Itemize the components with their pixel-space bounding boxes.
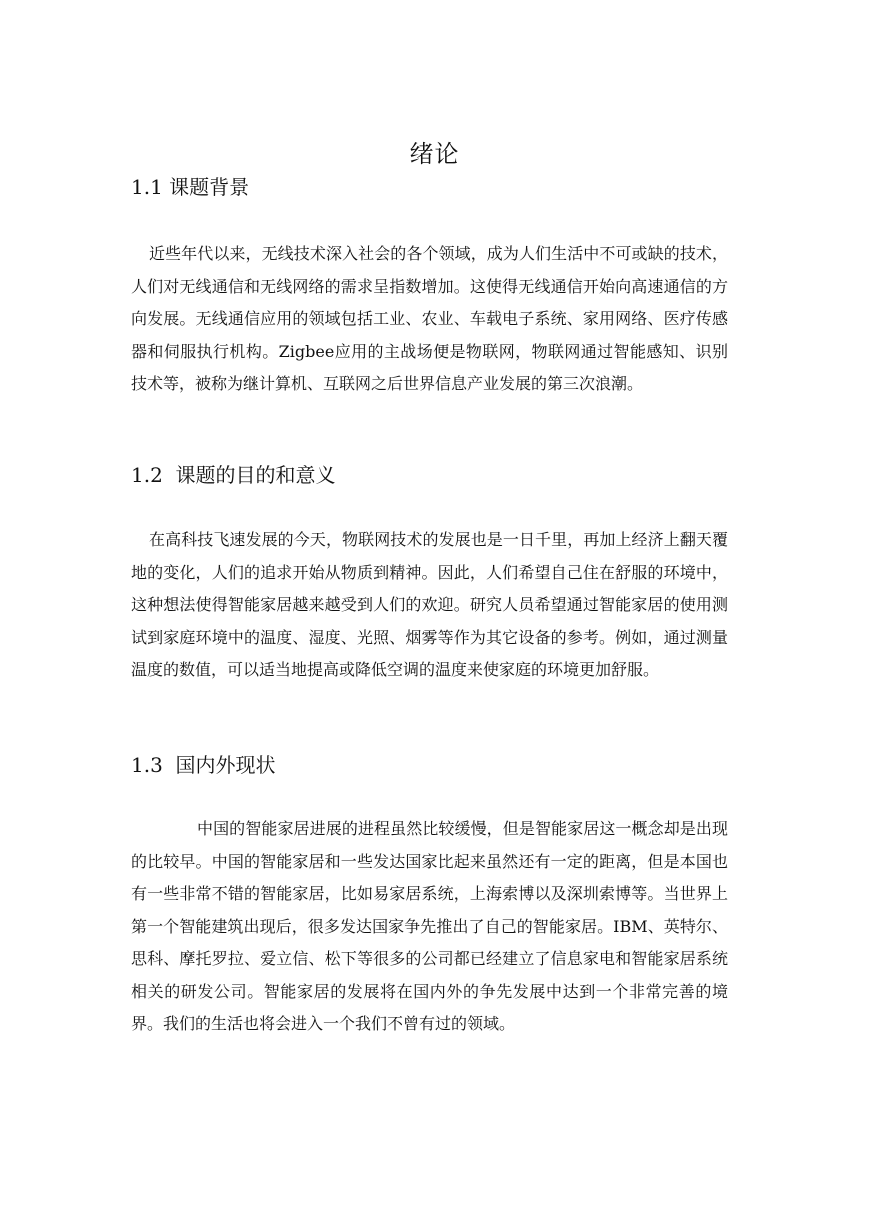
page-title: 绪论 bbox=[409, 140, 460, 168]
section-paragraph-purpose: 在高科技飞速发展的今天，物联网技术的发展也是一日千里，再加上经济上翻天覆地的变化，人们的追求开始从物质到精神。因此，人们希望自己住在舒服的环境中，这种想法使得智能家居越来越受到人们的欢迎。研究人员希望通过智能家居的使用测试到家庭环境中的温度、湿度、光照、烟雾等作为其它设备的参考。例如，通过测量温度的数值，可以适当地提高或降低空调的温度来使家庭的环境更加舒服。 bbox=[131, 530, 728, 679]
section-heading-status: 1.3 国内外现状 bbox=[131, 753, 276, 777]
section-heading-purpose: 1.2 课题的目的和意义 bbox=[131, 463, 336, 487]
section-paragraph-background: 近些年代以来，无线技术深入社会的各个领域，成为人们生活中不可或缺的技术，人们对无线通信和无线网络的需求呈指数增加。这使得无线通信开始向高速通信的方向发展。无线通信应用的领域包括工业、农业、车载电子系统、家用网络、医疗传感器和伺服执行机构。Zigbee应用的主战场便是物联网，物联网通过智能感知、识别技术等，被称为继计算机、互联网之后世界信息产业发展的第三次浪潮。 bbox=[131, 244, 728, 393]
section-heading-background: 1.1 课题背景 bbox=[131, 175, 250, 199]
section-paragraph-status: 中国的智能家居进展的进程虽然比较缓慢，但是智能家居这一概念却是出现的比较早。中国的智能家居和一些发达国家比起来虽然还有一定的距离，但是本国也有一些非常不错的智能家居，比如易家居系统，上海索博以及深圳索博等。当世界上第一个智能建筑出现后，很多发达国家争先推出了自己的智能家居。IBM、英特尔、思科、摩托罗拉、爱立信、松下等很多的公司都已经建立了信息家电和智能家居系统相关的研发公司。智能家居的发展将在国内外的争先发展中达到一个非常完善的境界。我们的生活也将会进入一个我们不曾有过的领域。 bbox=[131, 819, 728, 1033]
